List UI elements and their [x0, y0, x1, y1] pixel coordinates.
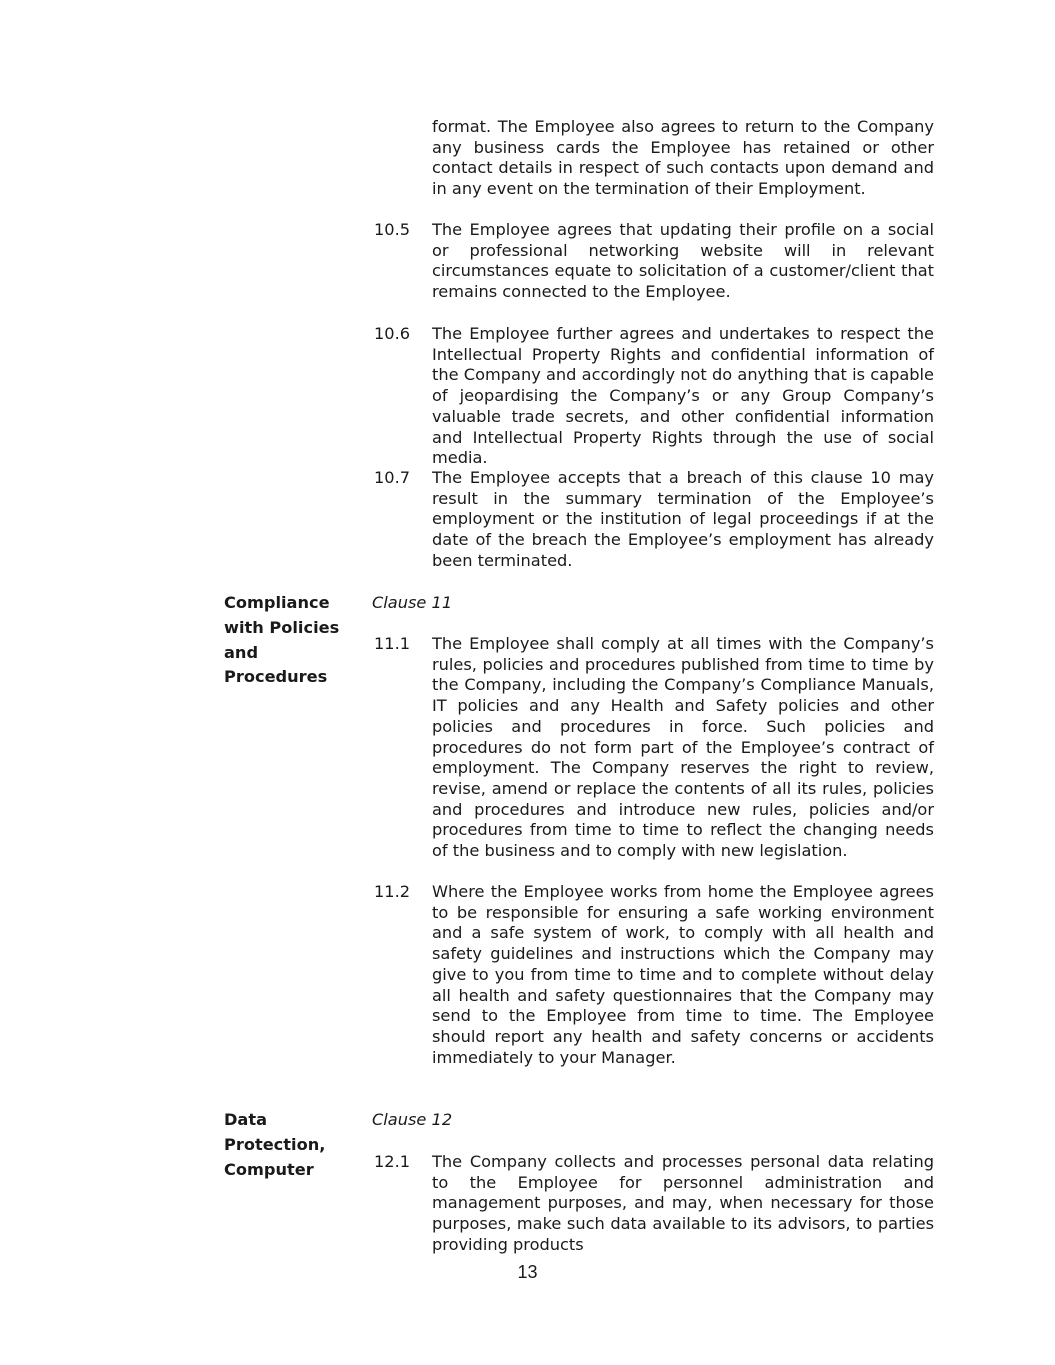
- paragraph-text: The Company collects and processes personal data relating to the Employee for personnel administration and management purposes, and may, when necessary for those purposes, make such data available to its advisors, to parties providing products: [432, 1152, 934, 1254]
- continuation-paragraph: [374, 117, 934, 200]
- paragraph-10-7: [374, 468, 934, 572]
- section-heading-compliance: Compliance with Policies and Procedures: [224, 593, 340, 687]
- clause-label-11: Clause 11: [372, 593, 453, 612]
- paragraph-10-5: [374, 220, 934, 303]
- paragraph-number: 12.1: [374, 1152, 411, 1171]
- page-number: 13: [517, 1262, 538, 1282]
- paragraph-number: 10.6: [374, 324, 411, 343]
- paragraph-number: 11.2: [374, 882, 411, 901]
- paragraph-11-2: [374, 882, 934, 1068]
- paragraph-text: Where the Employee works from home the Employee agrees to be responsible for ensuring a safe working environment and a safe system of work, to comply with all health and safety guidelines and instructions which the Company may give to you from time to time and to complete without delay all health and safety questionnaires that the Company may send to the Employee from time to time. The Employee should report any health and safety concerns or accidents immediately to your Manager.: [432, 882, 934, 1067]
- paragraph-number: 10.5: [374, 220, 411, 239]
- paragraph-number: 11.1: [374, 634, 411, 653]
- paragraph-text: format. The Employee also agrees to return to the Company any business cards the Employee has retained or other contact details in respect of such contacts upon demand and in any event on the termination of their Employment.: [432, 117, 934, 199]
- paragraph-number: 10.7: [374, 468, 411, 487]
- section-heading-data-protection: Data Protection, Computer: [224, 1110, 326, 1179]
- paragraph-text: The Employee further agrees and undertakes to respect the Intellectual Property Rights and confidential information of the Company and accordingly not do anything that is capable of jeopardising the Company’s or any Group Company’s valuable trade secrets, and other confidential information and Intellectual Property Rights through the use of social media.: [432, 324, 934, 468]
- paragraph-text: The Employee accepts that a breach of this clause 10 may result in the summary termination of the Employee’s employment or the institution of legal proceedings if at the date of the breach the Employee’s employment has already been terminated.: [432, 468, 934, 570]
- paragraph-text: The Employee shall comply at all times with the Company’s rules, policies and procedures published from time to time by the Company, including the Company’s Compliance Manuals, IT policies and any Health and Safety policies and other policies and procedures in force. Such policies and procedures do not form part of the Employee’s contract of employment. The Company reserves the right to review, revise, amend or replace the contents of all its rules, policies and procedures and introduce new rules, policies and/or procedures from time to time to reflect the changing needs of the business and to comply with new legislation.: [432, 634, 934, 861]
- paragraph-10-6: [374, 324, 934, 469]
- paragraph-11-1: [374, 634, 934, 862]
- clause-label-12: Clause 12: [372, 1110, 453, 1129]
- paragraph-12-1: [374, 1152, 934, 1256]
- paragraph-text: The Employee agrees that updating their profile on a social or professional networking website will in relevant circumstances equate to solicitation of a customer/client that remains connected to the Employee.: [432, 220, 934, 302]
